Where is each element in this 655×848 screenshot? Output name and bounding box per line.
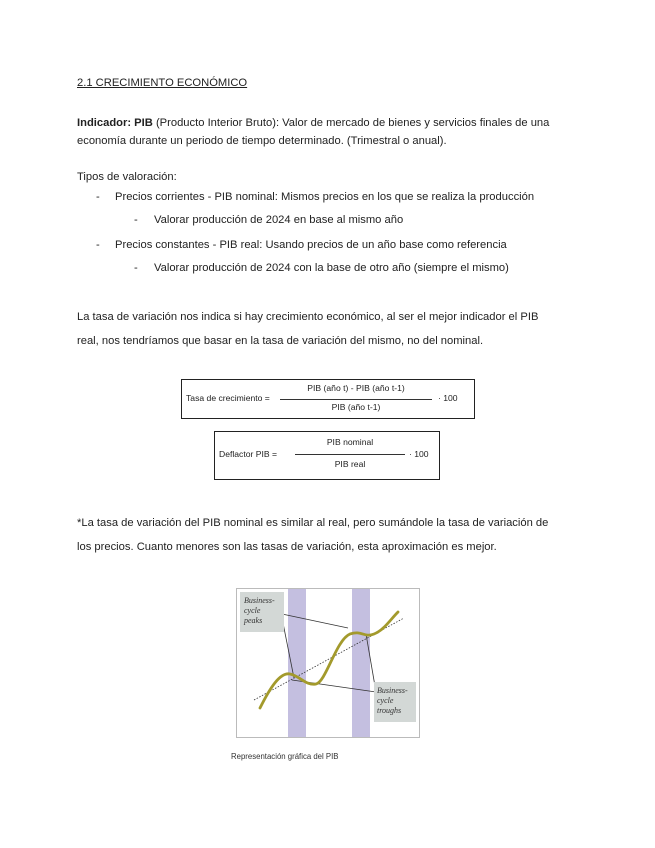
growth-formula-lhs: Tasa de crecimiento = [186,393,270,403]
peaks-label-line: peaks [244,616,263,625]
deflator-formula-factor: · 100 [409,449,429,459]
troughs-label-line: cycle [377,696,394,705]
peaks-label-line: Business- [244,596,275,605]
growth-rate-formula [181,379,475,419]
recession-band [352,589,370,737]
sub-list-bullet: - [134,262,138,274]
business-cycle-figure [236,588,420,738]
list-bullet: - [96,239,100,251]
growth-formula-factor: · 100 [438,393,458,403]
figure-caption: Representación gráfica del PIB [231,752,339,761]
peaks-label-line: cycle [244,606,261,615]
section-heading: 2.1 CRECIMIENTO ECONÓMICO [77,77,248,89]
sub-list-item: Valorar producción de 2024 en base al mismo año [154,214,404,226]
deflator-fraction-line [295,454,405,455]
deflator-formula [214,431,440,480]
indicator-line-1 [77,114,549,133]
deflator-formula-lhs: Deflactor PIB = [219,449,278,459]
list-bullet: - [96,191,100,203]
deflator-formula-numerator: PIB nominal [326,437,374,447]
note-line-1: *La tasa de variación del PIB nominal es similar al real, pero sumándole la tasa de variación de [77,517,549,529]
indicator-label: Indicador: PIB [77,117,153,129]
paragraph-line-1: La tasa de variación nos indica si hay crecimiento económico, al ser el mejor indicador el PIB [77,311,539,323]
growth-formula-denominator: PIB (año t-1) [331,402,381,412]
growth-fraction-line [280,399,432,400]
sub-list-item: Valorar producción de 2024 con la base de otro año (siempre el mismo) [154,262,509,274]
troughs-label-line: troughs [377,706,402,715]
list-item: Precios corrientes - PIB nominal: Mismos precios en los que se realiza la producción [115,191,535,203]
indicator-line-2: economía durante un periodo de tiempo determinado. (Trimestral o anual). [77,135,447,147]
list-item: Precios constantes - PIB real: Usando precios de un año base como referencia [115,239,507,251]
indicator-definition: (Producto Interior Bruto): Valor de mercado de bienes y servicios finales de una [152,117,550,129]
troughs-label-line: Business- [377,686,408,695]
valuation-title: Tipos de valoración: [77,171,177,183]
deflator-formula-denominator: PIB real [334,459,366,469]
growth-formula-numerator: PIB (año t) - PIB (año t-1) [307,383,405,393]
sub-list-bullet: - [134,214,138,226]
note-line-2: los precios. Cuanto menores son las tasas de variación, esta aproximación es mejor. [77,541,497,553]
paragraph-line-2: real, nos tendríamos que basar en la tasa de variación del mismo, no del nominal. [77,335,484,347]
